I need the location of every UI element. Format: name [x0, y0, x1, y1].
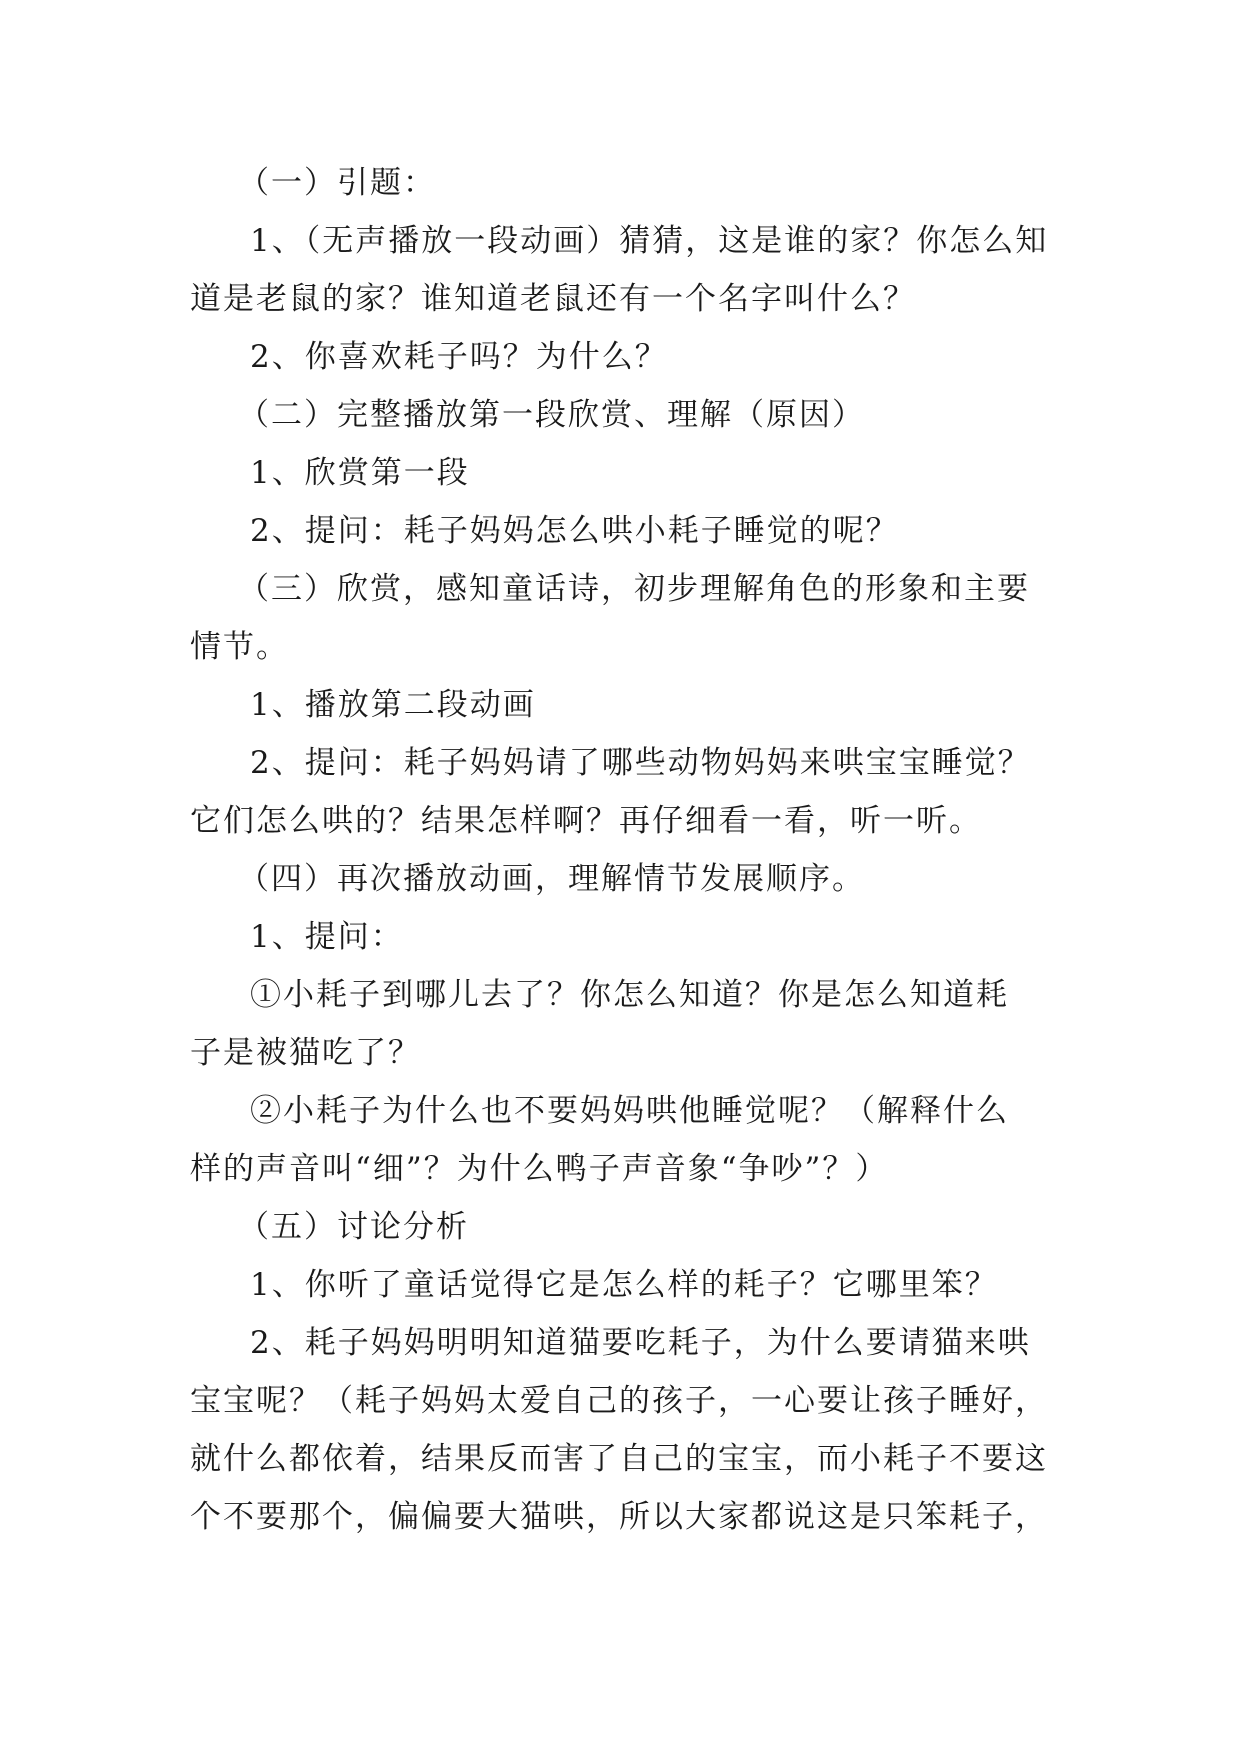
paragraph-line: 1、提问：	[250, 919, 404, 955]
section-heading-4: （四）再次播放动画，理解情节发展顺序。	[238, 861, 865, 897]
paragraph-line: ①小耗子到哪儿去了？你怎么知道？你是怎么知道耗	[250, 977, 1009, 1013]
section-heading-3: （三）欣赏，感知童话诗，初步理解角色的形象和主要	[238, 571, 1030, 607]
paragraph-line: 2、耗子妈妈明明知道猫要吃耗子，为什么要请猫来哄	[250, 1325, 1031, 1361]
paragraph-line: 道是老鼠的家？谁知道老鼠还有一个名字叫什么？	[190, 281, 916, 317]
paragraph-line: 就什么都依着，结果反而害了自己的宝宝，而小耗子不要这	[190, 1441, 1048, 1477]
section-heading-2: （二）完整播放第一段欣赏、理解（原因）	[238, 397, 865, 433]
paragraph-line: 2、提问：耗子妈妈怎么哄小耗子睡觉的呢？	[250, 513, 899, 549]
paragraph-line: 2、你喜欢耗子吗？为什么？	[250, 339, 668, 375]
paragraph-line: 样的声音叫“细”？为什么鸭子声音象“争吵”？）	[190, 1151, 889, 1187]
paragraph-line: 个不要那个，偏偏要大猫哄，所以大家都说这是只笨耗子，	[190, 1499, 1048, 1535]
paragraph-line: 1、欣赏第一段	[250, 455, 470, 491]
paragraph-line: 子是被猫吃了？	[190, 1035, 421, 1071]
paragraph-line: 1、你听了童话觉得它是怎么样的耗子？它哪里笨？	[250, 1267, 998, 1303]
paragraph-line: 它们怎么哄的？结果怎样啊？再仔细看一看，听一听。	[190, 803, 982, 839]
paragraph-line: 宝宝呢？（耗子妈妈太爱自己的孩子，一心要让孩子睡好，	[190, 1383, 1048, 1419]
paragraph-line: 1、（无声播放一段动画）猜猜，这是谁的家？你怎么知	[250, 223, 1049, 259]
paragraph-line: ②小耗子为什么也不要妈妈哄他睡觉呢？（解释什么	[250, 1093, 1009, 1129]
paragraph-line: 2、提问：耗子妈妈请了哪些动物妈妈来哄宝宝睡觉？	[250, 745, 1031, 781]
paragraph-line: 情节。	[190, 629, 289, 665]
section-heading-1: （一）引题：	[238, 165, 436, 201]
section-heading-5: （五）讨论分析	[238, 1209, 469, 1245]
document-body	[190, 154, 1062, 1546]
paragraph-line: 1、播放第二段动画	[250, 687, 536, 723]
